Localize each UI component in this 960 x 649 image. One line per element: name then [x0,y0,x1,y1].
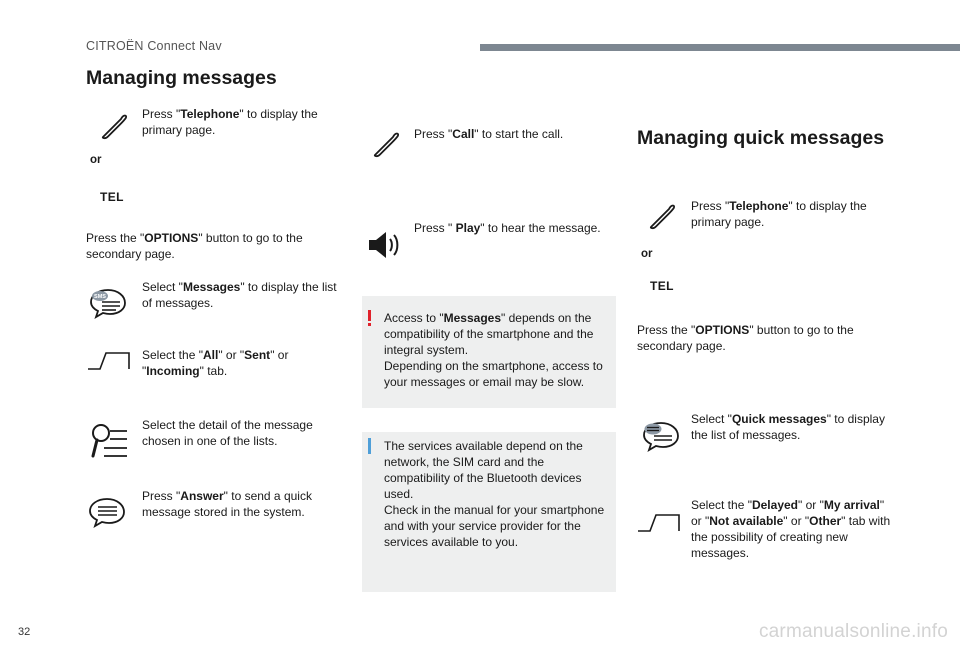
step-play: Press " Play" to hear the message. [414,221,601,235]
warning-text: Access to "Messages" depends on the compatibility of the smartphone and the integral system. Depending on the smartphone, access to your messages or email may be slow. [384,311,603,389]
step-call: Press "Call" to start the call. [414,127,564,141]
page-title: Managing messages [86,67,277,89]
quick-message-bubble-icon [640,420,682,452]
header-bar [480,44,960,51]
svg-text:SMS: SMS [94,294,106,300]
step-answer: Press "Answer" to send a quick message stored in the system. [142,489,312,519]
tel-button-label: TEL [650,279,674,293]
tab-shape-icon [86,350,132,372]
step-messages: Select "Messages" to display the list of messages. [142,280,337,310]
phone-handset-icon [98,110,130,140]
watermark: carmanualsonline.info [758,621,948,642]
page-number: 32 [18,626,31,638]
or-label: or [641,248,653,260]
quick-options-instruction: Press the "OPTIONS" button to go to the secondary page. [637,323,854,353]
phone-handset-icon [646,200,678,230]
step-telephone: Press "Telephone" to display the primary page. [142,107,318,137]
exclamation-icon [367,310,373,326]
or-label: or [90,154,102,166]
quick-step-tabs: Select the "Delayed" or "My arrival" or "Not available" or "Other" tab with the possibility of creating new messages. [691,498,891,560]
speaker-icon [366,228,402,262]
message-detail-icon [90,420,130,462]
brand-header: CITROËN Connect Nav [86,39,222,53]
sms-bubble-icon [88,287,128,319]
info-bar-icon [368,438,371,454]
step-tabs: Select the "All" or "Sent" or "Incoming" tab. [142,348,289,378]
answer-bubble-icon [86,496,128,528]
quick-step-select: Select "Quick messages" to display the list of messages. [691,412,885,442]
quick-step-telephone: Press "Telephone" to display the primary page. [691,199,867,229]
phone-handset-icon [370,128,402,158]
step-detail: Select the detail of the message chosen in one of the lists. [142,418,313,448]
options-instruction: Press the "OPTIONS" button to go to the secondary page. [86,231,303,261]
section-title-quick-messages: Managing quick messages [637,127,885,149]
info-text: The services available depend on the network, the SIM card and the compatibility of the Bluetooth devices used. Check in the manual for your smartphone and with your service provider for the services available to you. [384,439,605,549]
tel-button-label: TEL [100,190,124,204]
tab-shape-icon [636,512,682,534]
